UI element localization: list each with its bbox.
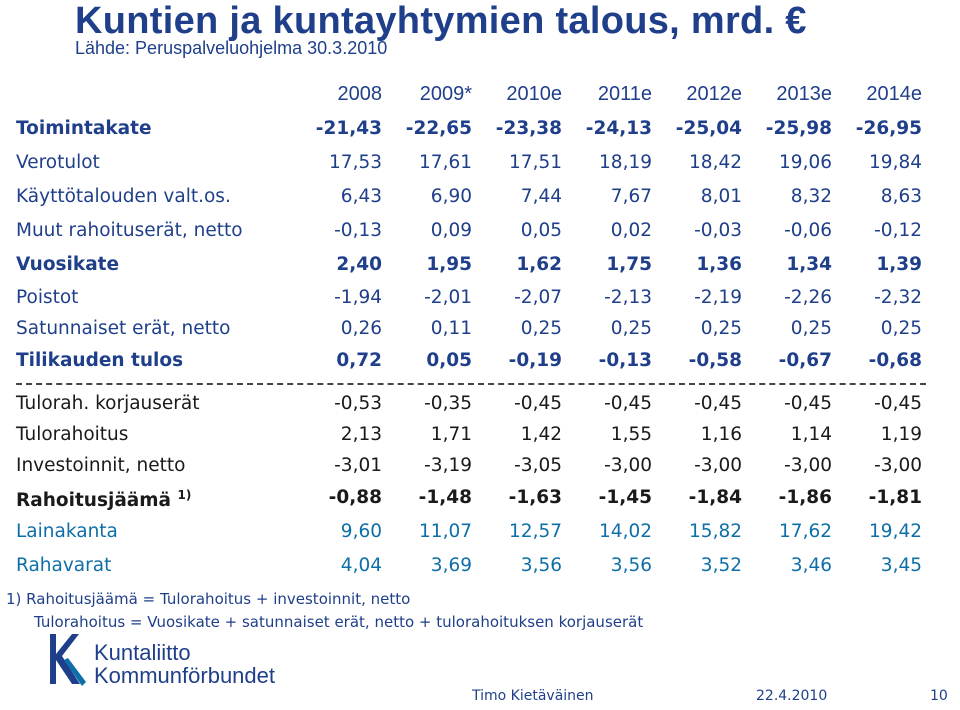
table-cell: 18,42 (689, 152, 742, 173)
table-cell: 0,25 (790, 317, 832, 339)
row-label: Vuosikate (16, 254, 120, 275)
table-cell: 0,05 (520, 220, 562, 241)
table-cell: -1,81 (868, 487, 922, 508)
table-cell: 1,34 (786, 254, 832, 275)
table-cell: 17,62 (779, 521, 832, 542)
logo-line-1: Kuntaliitto (94, 640, 191, 665)
table-cell: -3,00 (604, 454, 652, 476)
table-cell: -21,43 (315, 118, 382, 139)
footnote-2: Tulorahoitus = Vuosikate + satunnaiset erät, netto + tulorahoituksen korjauserät (34, 613, 644, 631)
year-header: 2013e (776, 83, 832, 105)
year-header: 2010e (506, 83, 562, 105)
footnote-1: 1) Rahoitusjäämä = Tulorahoitus + investoinnit, netto (6, 590, 411, 608)
table-cell: 11,07 (419, 521, 472, 542)
table-cell: 1,14 (790, 423, 832, 445)
table-cell: 12,57 (509, 521, 562, 542)
table-cell: -0,35 (424, 392, 472, 414)
row-label: Poistot (16, 286, 79, 308)
row-label: Lainakanta (16, 521, 118, 542)
dashed-divider-row (16, 378, 926, 388)
table-cell: -26,95 (855, 118, 922, 139)
table-cell: -0,45 (694, 392, 742, 414)
row-label (16, 481, 296, 515)
table-cell: -2,01 (424, 286, 472, 308)
table-cell: 15,82 (689, 521, 742, 542)
table-cell: 1,71 (430, 423, 472, 445)
table-cell: 9,60 (340, 521, 382, 542)
table-cell: 3,56 (520, 555, 562, 576)
table-cell: 3,52 (700, 555, 742, 576)
row-tulorahoitus (16, 419, 926, 450)
table-cell: 0,09 (430, 220, 472, 241)
table-cell: -3,01 (334, 454, 382, 476)
table-cell: 8,32 (790, 186, 832, 207)
row-label-text: Rahoitusjäämä (16, 490, 172, 512)
table-cell: 0,25 (880, 317, 922, 339)
table-cell: 4,04 (340, 555, 382, 576)
row-label: Toimintakate (16, 118, 152, 139)
table-cell: 0,25 (610, 317, 652, 339)
row-verotulot (16, 146, 926, 180)
table-cell: -1,94 (334, 286, 382, 308)
table-cell: -3,00 (694, 454, 742, 476)
row-investoinnit (16, 450, 926, 481)
kuntaliitto-logo (42, 630, 292, 690)
row-muut-rahoituserat (16, 214, 926, 248)
row-label: Tulorahoitus (16, 423, 129, 445)
table-cell: 8,63 (880, 186, 922, 207)
table-cell: -23,38 (495, 118, 562, 139)
table-cell: 0,11 (430, 317, 472, 339)
table-cell: -1,45 (598, 487, 652, 508)
row-lainakanta (16, 515, 926, 549)
year-header-row (16, 76, 926, 112)
table-cell: -2,26 (784, 286, 832, 308)
table-cell: -3,05 (514, 454, 562, 476)
table-cell: -0,03 (694, 220, 742, 241)
table-cell: -0,88 (328, 487, 382, 508)
table-cell: 19,06 (779, 152, 832, 173)
row-label: Tilikauden tulos (16, 350, 184, 371)
table-cell: 19,84 (869, 152, 922, 173)
table-cell: -3,00 (784, 454, 832, 476)
table-cell: 1,39 (876, 254, 922, 275)
table-cell: -1,63 (508, 487, 562, 508)
table-cell: -1,48 (418, 487, 472, 508)
table-cell: 0,25 (700, 317, 742, 339)
year-header: 2014e (866, 83, 922, 105)
table-cell: 1,16 (700, 423, 742, 445)
table-cell: -2,19 (694, 286, 742, 308)
row-label: Rahavarat (16, 555, 112, 576)
year-header: 2009* (419, 83, 472, 105)
table-cell: 3,45 (880, 555, 922, 576)
row-label: Tulorah. korjauserät (16, 392, 200, 414)
row-toimintakate (16, 112, 926, 146)
row-rahavarat (16, 549, 926, 583)
table-cell: 0,02 (610, 220, 652, 241)
table-cell: 14,02 (599, 521, 652, 542)
table-cell: 0,05 (426, 350, 472, 371)
table-cell: -0,53 (334, 392, 382, 414)
row-label: Käyttötalouden valt.os. (16, 186, 231, 207)
table-cell: 1,95 (426, 254, 472, 275)
table-cell: -2,32 (874, 286, 922, 308)
table-cell: -25,04 (675, 118, 742, 139)
table-cell: 2,40 (336, 254, 382, 275)
table-cell: 0,26 (340, 317, 382, 339)
table-cell: -25,98 (765, 118, 832, 139)
footer-author: Timo Kietäväinen (472, 688, 594, 704)
table-cell: 6,90 (430, 186, 472, 207)
table-cell: 3,69 (430, 555, 472, 576)
table-cell: -22,65 (405, 118, 472, 139)
table-cell: -0,12 (874, 220, 922, 241)
row-satunnaiset-erat (16, 313, 926, 344)
row-kayttotalouden-valt-os (16, 180, 926, 214)
table-cell: 17,51 (509, 152, 562, 173)
row-label: Verotulot (16, 152, 100, 173)
table-cell: 3,56 (610, 555, 652, 576)
footer-date: 22.4.2010 (756, 688, 828, 704)
logo-line-2: Kommunförbundet (94, 663, 275, 688)
footnote-marker: 1) (177, 487, 192, 502)
table-cell: 17,61 (419, 152, 472, 173)
table-cell: 1,55 (610, 423, 652, 445)
table-cell: 6,43 (340, 186, 382, 207)
table-cell: 1,36 (696, 254, 742, 275)
table-cell: -24,13 (585, 118, 652, 139)
table-cell: -0,45 (784, 392, 832, 414)
table-cell: 1,42 (520, 423, 562, 445)
kuntaliitto-emblem-icon (42, 630, 88, 688)
page-title: Kuntien ja kuntayhtymien talous, mrd. € (75, 0, 807, 42)
finance-table (16, 76, 926, 583)
table-cell: -0,06 (784, 220, 832, 241)
table-cell: -3,19 (424, 454, 472, 476)
table-cell: 8,01 (700, 186, 742, 207)
table-cell: -0,68 (868, 350, 922, 371)
table-cell: 17,53 (329, 152, 382, 173)
table-cell: 7,67 (610, 186, 652, 207)
table-cell: -2,13 (604, 286, 652, 308)
table-cell: 0,25 (520, 317, 562, 339)
table-cell: 7,44 (520, 186, 562, 207)
row-rahoitusjaama (16, 481, 926, 515)
year-header: 2008 (337, 83, 382, 105)
table-cell: -1,84 (688, 487, 742, 508)
row-poistot (16, 282, 926, 313)
table-cell: 2,13 (340, 423, 382, 445)
table-cell: -2,07 (514, 286, 562, 308)
row-tilikauden-tulos (16, 344, 926, 378)
table-cell: -0,67 (778, 350, 832, 371)
table-cell: -0,58 (688, 350, 742, 371)
table-cell: -0,19 (508, 350, 562, 371)
table-cell: -0,45 (514, 392, 562, 414)
year-header: 2011e (597, 83, 652, 105)
row-label: Muut rahoituserät, netto (16, 220, 243, 241)
row-label: Investoinnit, netto (16, 454, 186, 476)
table-cell: 1,62 (516, 254, 562, 275)
page-number: 10 (930, 688, 948, 704)
table-cell: 0,72 (336, 350, 382, 371)
table-cell: -1,86 (778, 487, 832, 508)
table-cell: -0,13 (598, 350, 652, 371)
table-cell: -0,13 (334, 220, 382, 241)
table-cell: -0,45 (874, 392, 922, 414)
table-cell: -0,45 (604, 392, 652, 414)
header-spacer (16, 76, 296, 112)
table-cell: -3,00 (874, 454, 922, 476)
year-header: 2012e (686, 83, 742, 105)
table-cell: 18,19 (599, 152, 652, 173)
table-cell: 1,19 (880, 423, 922, 445)
table-cell: 19,42 (869, 521, 922, 542)
row-label: Satunnaiset erät, netto (16, 317, 231, 339)
table-cell: 3,46 (790, 555, 832, 576)
row-tulorah-korjauserat (16, 388, 926, 419)
source-note: Lähde: Peruspalveluohjelma 30.3.2010 (75, 38, 388, 58)
row-vuosikate (16, 248, 926, 282)
table-cell: 1,75 (606, 254, 652, 275)
dashed-divider (16, 378, 926, 388)
